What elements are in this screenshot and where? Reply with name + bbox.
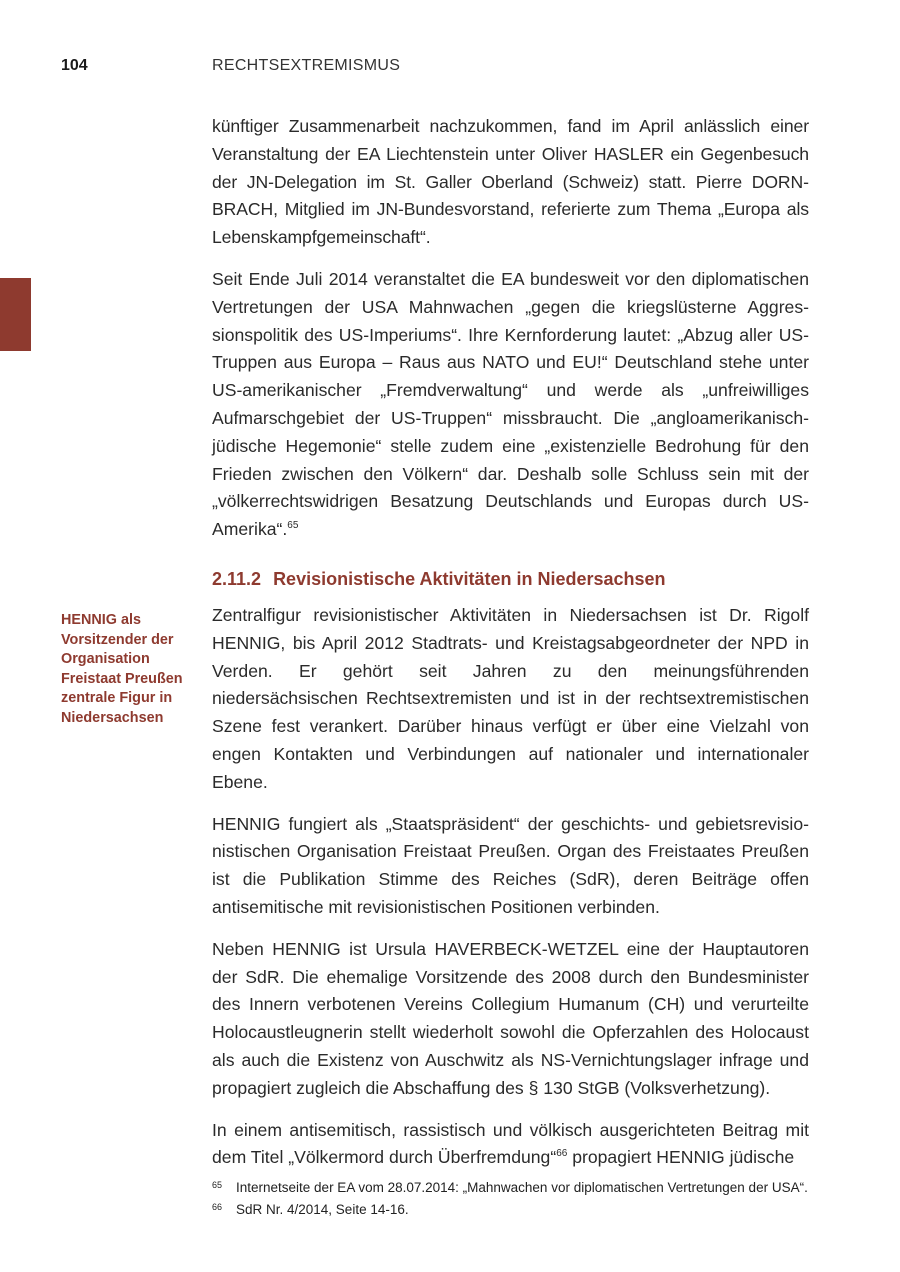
section-number: 2.11.2 xyxy=(212,568,262,589)
footnote xyxy=(212,1199,832,1221)
paragraph-text: propagiert HENNIG jüdische xyxy=(567,1147,795,1168)
paragraph-text: In einem antisemitisch, rassistisch und völkisch ausgerichteten Beitrag mit dem Titel „Völkermord durch Überfremdung“ xyxy=(212,1119,809,1168)
main-text-column xyxy=(212,113,809,1186)
footnote-mark: 66 xyxy=(212,1202,223,1212)
chapter-tab-marker xyxy=(0,278,31,351)
paragraph: künftiger Zusammenarbeit nachzukommen, fand im April anlässlich einer Veranstaltung der EA Liechtenstein unter Oliver HASLER ein Gegenbesuch der JN-Delegation im St. Galler Oberland (Schweiz) statt. Pierre DORNBRACH, Mitglied im JN-Bundesvorstand, referierte zum Thema „Europa als Lebenskampfgemeinschaft“. xyxy=(212,116,809,248)
section-heading xyxy=(212,566,809,592)
paragraph: Neben HENNIG ist Ursula HAVERBECK-WETZEL eine der Hauptautoren der SdR. Die ehemalige Vorsitzende des 2008 durch den Bundesminister des Innern verbotenen Vereins Collegium Humanum (CH) und verurteilte Holocaustleugnerin stellt wiederholt sowohl die Opferzahlen des Holocaust als auch die Existenz von Auschwitz als NS-Vernichtungslager infrage und propagiert zugleich die Abschaffung des § 130 StGB (Volksverhetzung). xyxy=(212,938,809,1098)
footnotes xyxy=(212,1177,832,1221)
footnote-reference: 66 xyxy=(556,1148,568,1160)
footnote-mark: 65 xyxy=(212,1180,223,1190)
footnote-text: Internetseite der EA vom 28.07.2014: „Mahnwachen vor diplomatischen Vertretungen der USA“. xyxy=(236,1180,808,1195)
margin-note: HENNIG als Vorsitzender der Organisation Freistaat Preußen zentrale Figur in Niedersachsen xyxy=(61,612,183,726)
section-title: Revisionistische Aktivitäten in Niedersachsen xyxy=(273,568,666,589)
page-number: 104 xyxy=(61,57,88,74)
paragraph-text: Seit Ende Juli 2014 veranstaltet die EA bundesweit vor den diplomatischen Vertretungen der USA Mahnwachen „gegen die kriegslüsterne Aggressionspolitik des US-Imperiums“. Ihre Kernforderung lautet: „Abzug aller US-Truppen aus Europa – Raus aus NATO und EU!“ Deutschland stehe unter US-amerikanischer „Fremdverwaltung“ und werde als „unfreiwilliges Aufmarschgebiet der US-Truppen“ missbraucht. Die „angloamerikanisch-jüdische Hegemonie“ stelle zudem eine „existenzielle Bedrohung für den Frieden zwischen den Völkern“ dar. Deshalb solle Schluss sein mit der „völkerrechtswidrigen Besatzung Deutschlands und Europas durch US-Amerika“. xyxy=(212,268,809,540)
footnote-text: SdR Nr. 4/2014, Seite 14-16. xyxy=(236,1202,409,1217)
paragraph xyxy=(212,266,809,544)
running-title: RECHTSEXTREMISMUS xyxy=(212,57,401,74)
paragraph: Zentralfigur revisionistischer Aktivitäten in Niedersachsen ist Dr. Rigolf HENNIG, bis April 2012 Stadtrats- und Kreistagsabgeordneter der NPD in Verden. Er gehört seit Jahren zu den meinungsführenden niedersächsischen Rechtsextremisten und ist in der rechtsextremistischen Szene fest verankert. Darüber hinaus verfügt er über eine Vielzahl von engen Kontakten und Verbindungen auf nationaler und internationaler Ebene. xyxy=(212,604,809,792)
paragraph xyxy=(212,1117,809,1173)
footnote xyxy=(212,1177,832,1199)
footnote-reference: 65 xyxy=(287,520,299,532)
paragraph: HENNIG fungiert als „Staatspräsident“ der geschichts- und gebietsrevisionistischen Organisation Freistaat Preußen. Organ des Freistaates Preußen ist die Publikation Stimme des Reiches (SdR), deren Beiträge offen antisemitische mit revisionistischen Positionen verbinden. xyxy=(212,813,809,917)
